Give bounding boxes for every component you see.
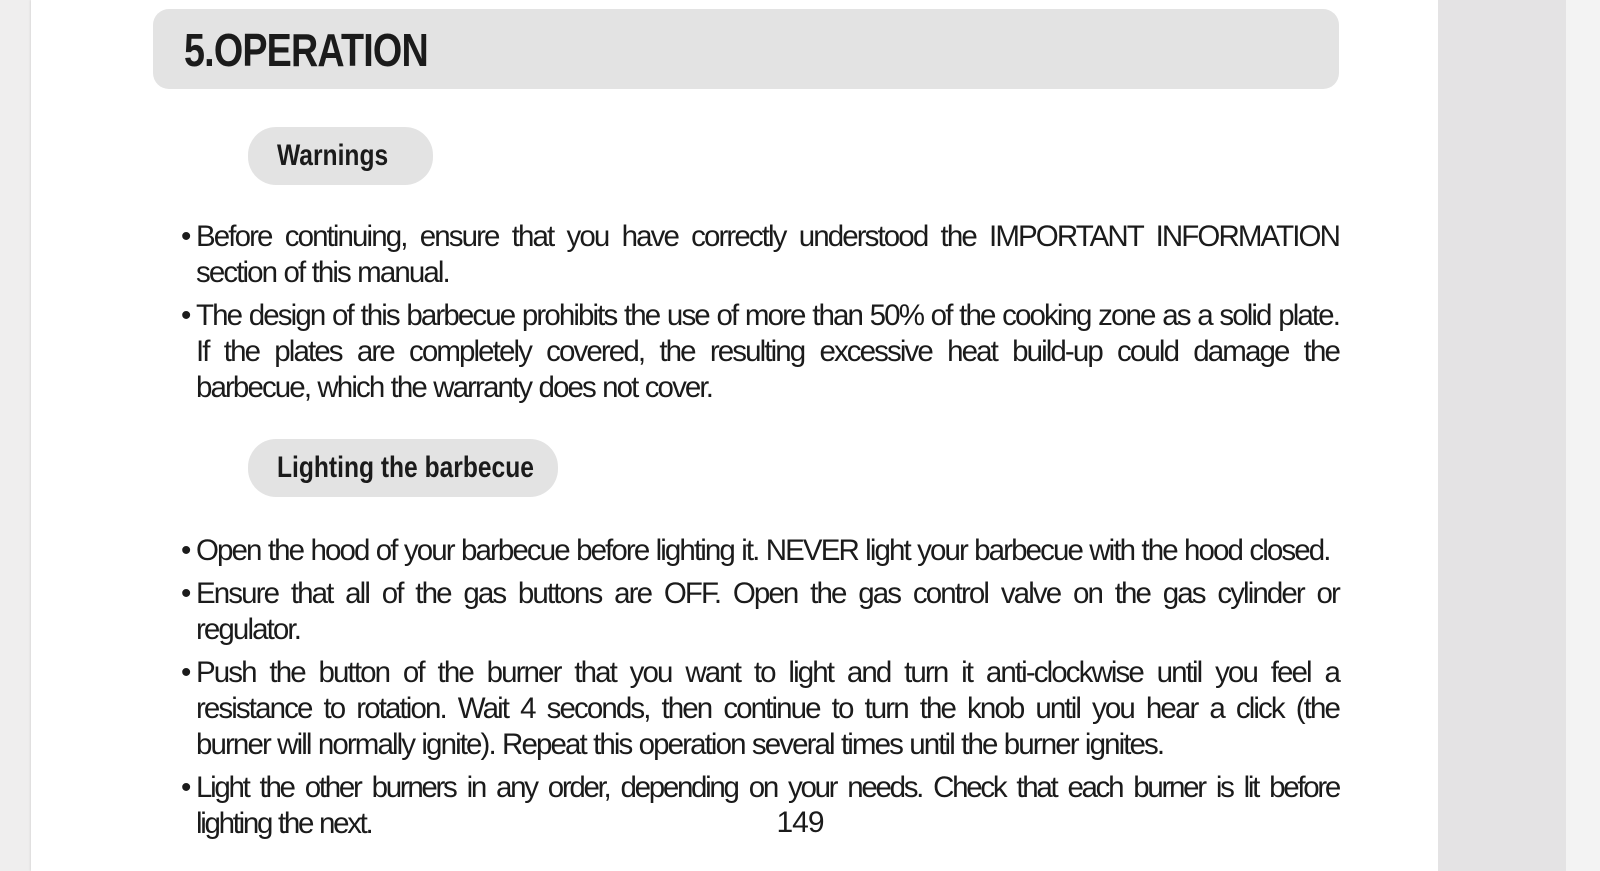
list-item: • The design of this barbecue prohibits the use of more than 50% of the cooking zone as a solid plate. If the plates are completely covered, the resulting excessive heat build-up could damage the barbecue, which the warranty does not cover. — [181, 298, 1339, 406]
warnings-list — [181, 219, 1339, 413]
page-number: 149 — [776, 806, 824, 839]
warnings-heading — [248, 127, 433, 185]
list-item: • Ensure that all of the gas buttons are OFF. Open the gas control valve on the gas cylinder or regulator. — [181, 576, 1339, 648]
section-header — [153, 9, 1339, 89]
list-item: • Open the hood of your barbecue before lighting it. NEVER light your barbecue with the hood closed. — [181, 533, 1339, 569]
list-item: • Light the other burners in any order, depending on your needs. Check that each burner is lit before lighting the next. — [181, 770, 1339, 842]
list-item: • Before continuing, ensure that you have correctly understood the IMPORTANT INFORMATION section of this manual. — [181, 219, 1339, 291]
lighting-heading — [248, 439, 558, 497]
warnings-heading-label: Warnings — [277, 139, 389, 172]
next-page-edge — [1438, 0, 1566, 871]
viewer-gutter — [1566, 0, 1600, 871]
lighting-heading-label: Lighting the barbecue — [277, 451, 534, 484]
lighting-steps-list — [181, 533, 1339, 849]
list-item: • Push the button of the burner that you want to light and turn it anti-clockwise until you feel a resistance to rotation. Wait 4 seconds, then continue to turn the knob until you hear a click (the burner will normally ignite). Repeat this operation several times until the burner ignites. — [181, 655, 1339, 763]
section-title: 5.OPERATION — [184, 24, 428, 76]
